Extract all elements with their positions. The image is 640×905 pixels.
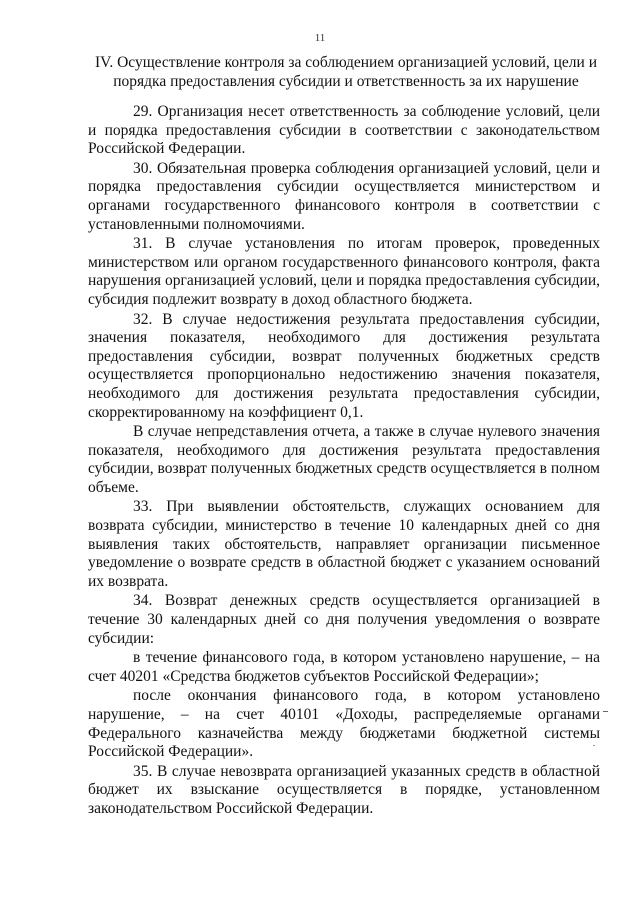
paragraph-34-item-2: после окончания финансового года, в котором установлено нарушение, – на счет 40101 «Доходы, распределяемые органами Федерального казначейства между бюджетами бюджетной системы Российской Федерации». — [88, 687, 600, 761]
paragraph-33: 33. При выявлении обстоятельств, служащих основанием для возврата субсидии, министерство в течение 10 календарных дней со дня выявления таких обстоятельств, направляет организации письменное уведомление о возврате средств в областной бюджет с указанием оснований их возврата. — [88, 498, 600, 590]
paragraph-29: 29. Организация несет ответственность за соблюдение условий, цели и порядка предоставления субсидии в соответствии с законодательством Российской Федерации. — [88, 103, 600, 158]
paragraph-31: 31. В случае установления по итогам проверок, проведенных министерством или органом государственного финансового контроля, факта нарушения организацией условий, цели и порядка предоставления субсидии, субсидия подлежит возврату в доход областного бюджета. — [88, 235, 600, 308]
scan-dot — [593, 745, 595, 746]
page-number: 11 — [314, 32, 326, 44]
paragraph-35: 35. В случае невозврата организацией указанных средств в областной бюджет их взыскание осуществляется в порядке, установленном законодательством Российской Федерации. — [88, 762, 600, 817]
paragraph-34-item-1: в течение финансового года, в котором установлено нарушение, – на счет 40201 «Средства бюджетов субъектов Российской Федерации»; — [88, 649, 600, 685]
paragraph-32: 32. В случае недостижения результата предоставления субсидии, значения показателя, необходимого для достижения результата предоставления субсидии, возврат полученных бюджетных средств осуществляется пропорционально недостижению значения показателя, необходимого для достижения результата предоставления субсидии, скорректированному на коэффициент 0,1. — [88, 310, 600, 421]
scan-mark — [603, 711, 608, 712]
paragraph-34: 34. Возврат денежных средств осуществляется организацией в течение 30 календарных дней со дня получения уведомления о возврате субсидии: — [88, 592, 600, 647]
paragraph-32-continuation: В случае непредставления отчета, а также в случае нулевого значения показателя, необходимого для достижения результата предоставления субсидии, возврат полученных бюджетных средств осуществляется в полном объеме. — [88, 423, 600, 496]
section-heading: IV. Осуществление контроля за соблюдением организацией условий, цели и порядка предоставления субсидии и ответственность за их нарушение — [94, 54, 597, 90]
document-body — [88, 103, 600, 820]
paragraph-30: 30. Обязательная проверка соблюдения организацией условий, цели и порядка предоставления субсидии осуществляется министерством и органами государственного финансового контроля в соответствии с установленными полномочиями. — [88, 159, 600, 233]
